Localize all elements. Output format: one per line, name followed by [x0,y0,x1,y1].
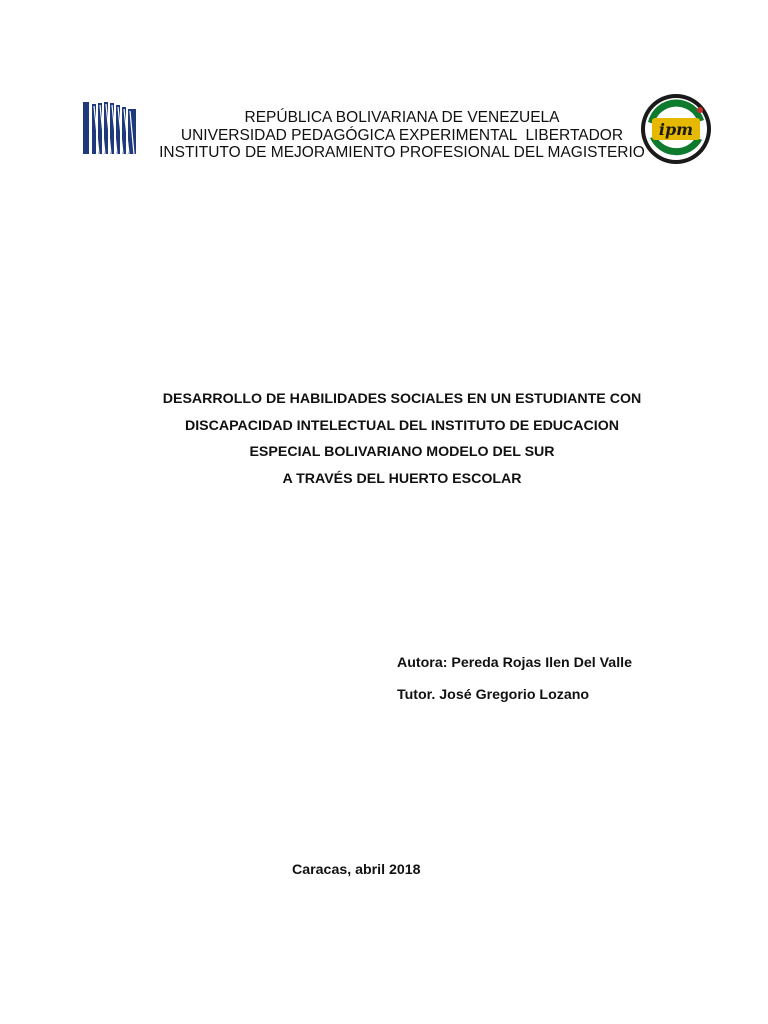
tutor-line: Tutor. José Gregorio Lozano [397,687,590,703]
svg-text:ipm: ipm [658,120,694,139]
title-line: A TRAVÉS DEL HUERTO ESCOLAR [282,470,522,487]
title-line: ESPECIAL BOLIVARIANO MODELO DEL SUR [249,444,555,460]
ipmp-seal-icon [638,92,714,166]
header-institute: INSTITUTO DE MEJORAMIENTO PROFESIONAL DEL MAGISTERIO [159,144,645,161]
title-line: DESARROLLO DE HABILIDADES SOCIALES EN UN ESTUDIANTE CON [162,391,642,407]
title-line: DISCAPACIDAD INTELECTUAL DEL INSTITUTO DE EDUCACION [184,417,620,434]
author-line: Autora: Pereda Rojas Ilen Del Valle [397,655,632,671]
institution-header [140,109,664,162]
place-date: Caracas, abril 2018 [292,862,421,878]
thesis-title [100,386,704,492]
header-country: REPÚBLICA BOLIVARIANA DE VENEZUELA [244,109,560,126]
upel-logo-icon [80,100,140,156]
header-university: UNIVERSIDAD PEDAGÓGICA EXPERIMENTAL LIBERTADOR [180,126,624,144]
